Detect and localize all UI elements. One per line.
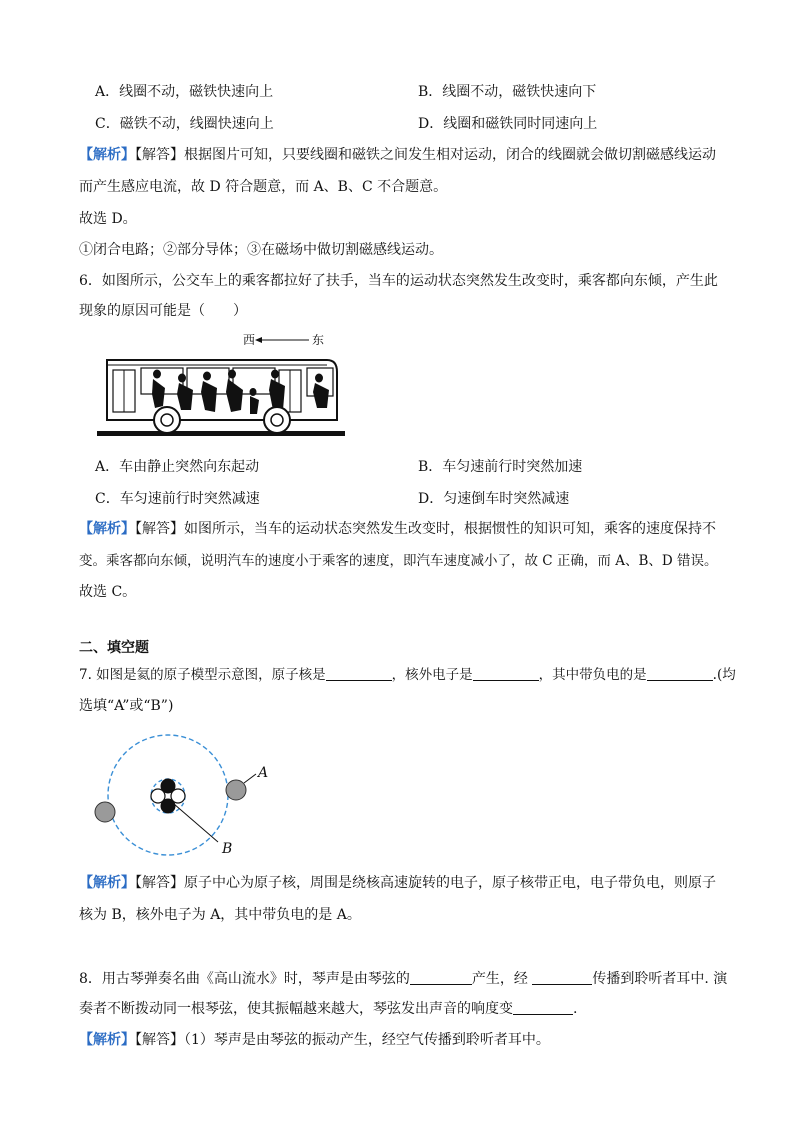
q8-analysis-line-1: [79, 1031, 550, 1049]
q5-analysis-text-1: 根据图片可知，只要线圈和磁铁之间发生相对运动，闭合的线圈就会做切割磁感线运动: [184, 147, 716, 163]
q5-option-a: A．线圈不动，磁铁快速向上: [95, 84, 274, 100]
q8-stem-b: 产生，经: [471, 971, 533, 987]
q8-stem-a: 8．用古琴弹奏名曲《高山流水》时，琴声是由琴弦的: [79, 971, 410, 987]
q6-option-c: C．车匀速前行时突然减速: [95, 491, 260, 507]
analysis-tag: 【解析】: [79, 521, 135, 537]
q6-analysis-text-1: 如图所示，当车的运动状态突然发生改变时，根据惯性的知识可知，乘客的速度保持不: [184, 521, 716, 537]
q5-analysis-line-2: 而产生感应电流，故 D 符合题意，而 A、B、C 不合题意。: [79, 179, 448, 195]
q7-stem-c: ，其中带负电的是: [538, 667, 647, 683]
label-b: B: [222, 841, 233, 857]
q6-option-d: D．匀速倒车时突然减速: [418, 491, 570, 507]
q6-option-a: A．车由静止突然向东起动: [95, 459, 260, 475]
helium-atom-figure: [88, 730, 288, 860]
q6-analysis-line-2: 变。乘客都向东倾，说明汽车的速度小于乘客的速度，即汽车速度减小了，故 C 正确，而 A、B、D 错误。: [79, 553, 718, 569]
q7-stem-line-1: [79, 666, 736, 684]
answer-tag: 【解答】: [135, 875, 184, 891]
q7-blank-2: [473, 666, 539, 681]
q8-stem-line-2: [79, 1000, 577, 1018]
bus-figure: [95, 330, 345, 442]
answer-tag: 【解答】: [135, 1032, 184, 1048]
answer-tag: 【解答】: [135, 147, 184, 163]
q5-analysis-line-1: [79, 146, 716, 164]
analysis-tag: 【解析】: [79, 147, 135, 163]
q7-analysis-text-1: 原子中心为原子核，周围是绕核高速旋转的电子，原子核带正电，电子带负电，则原子: [184, 875, 716, 891]
q6-stem-line-1: 6．如图所示，公交车上的乘客都拉好了扶手，当车的运动状态突然发生改变时，乘客都向东倾，产生此: [79, 273, 718, 289]
section-title: 二、填空题: [79, 640, 149, 656]
q8-stem-line-1: [79, 970, 727, 988]
q6-stem-line-2: 现象的原因可能是（ ）: [79, 303, 247, 319]
q8-stem-2b: .: [573, 1001, 578, 1017]
q7-stem-a: 7. 如图是氦的原子模型示意图，原子核是: [79, 667, 326, 683]
q7-stem-d: .(均: [712, 667, 736, 683]
q8-analysis-text-1: （1）琴声是由琴弦的振动产生，经空气传播到聆听者耳中。: [184, 1032, 550, 1048]
q6-answer: 故选 C。: [79, 584, 137, 600]
q7-blank-3: [647, 666, 713, 681]
label-a: A: [258, 765, 269, 781]
q7-stem-b: ，核外电子是: [391, 667, 473, 683]
q5-answer: 故选 D。: [79, 211, 137, 227]
q5-option-d: D．线圈和磁铁同时同速向上: [418, 116, 598, 132]
q8-stem-c: 传播到聆听者耳中. 演: [592, 971, 728, 987]
q8-stem-2a: 奏者不断拨动同一根琴弦，使其振幅越来越大，琴弦发出声音的响度变: [79, 1001, 513, 1017]
q6-option-b: B．车匀速前行时突然加速: [418, 459, 583, 475]
q5-note: ①闭合电路；②部分导体；③在磁场中做切割磁感线运动。: [79, 242, 443, 258]
analysis-tag: 【解析】: [79, 1032, 135, 1048]
q8-blank-2: [532, 970, 592, 985]
analysis-tag: 【解析】: [79, 875, 135, 891]
direction-west-label: 西: [243, 333, 256, 347]
q6-analysis-line-1: [79, 520, 716, 538]
answer-tag: 【解答】: [135, 521, 184, 537]
q7-blank-1: [326, 666, 392, 681]
q7-stem-line-2: 选填“A”或“B”): [79, 698, 174, 714]
q5-option-b: B．线圈不动，磁铁快速向下: [418, 84, 597, 100]
q8-blank-3: [513, 1000, 573, 1015]
q7-analysis-line-1: [79, 874, 716, 892]
q8-blank-1: [410, 970, 472, 985]
direction-east-label: 东: [312, 333, 325, 347]
q5-option-c: C．磁铁不动，线圈快速向上: [95, 116, 274, 132]
q7-analysis-line-2: 核为 B，核外电子为 A，其中带负电的是 A。: [79, 907, 361, 923]
